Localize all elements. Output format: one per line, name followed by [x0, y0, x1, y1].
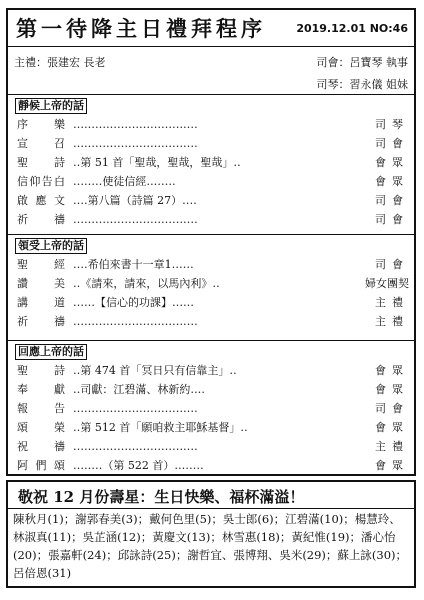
program-role: 序 樂	[17, 118, 65, 131]
program-person: 會眾	[375, 364, 409, 377]
program-role: 聖 經	[17, 258, 65, 271]
program-description: ‥‥‥‥‥‥‥‥‥‥‥‥‥‥‥‥‥	[73, 315, 198, 328]
program-row	[17, 192, 409, 209]
program-row	[17, 211, 409, 228]
preacher-line: 主禮：張建宏 長老	[14, 56, 106, 69]
page-title: 第一待降主日禮拜程序	[16, 16, 266, 41]
program-row	[17, 135, 409, 152]
program-description: ‥《請來，請來，以馬內利》‥	[73, 277, 220, 290]
program-person: 主禮	[375, 296, 409, 309]
program-description: ‥‥‥‥‥‥‥‥‥‥‥‥‥‥‥‥‥	[73, 402, 198, 415]
divider	[8, 508, 414, 509]
program-role: 啟 應 文	[17, 194, 65, 207]
program-row	[17, 457, 409, 474]
section-heading: 靜候上帝的話	[15, 98, 87, 114]
program-person: 會眾	[375, 459, 409, 472]
program-description: ‥‥希伯來書十一章1‥‥‥	[73, 258, 194, 271]
program-row	[17, 313, 409, 330]
birthday-box	[6, 480, 416, 588]
program-role: 阿 們 頌	[17, 459, 65, 472]
program-description: ‥第 51 首「聖哉，聖哉，聖哉」‥	[73, 156, 241, 169]
program-row	[17, 381, 409, 398]
divider	[8, 340, 414, 341]
birthday-title: 敬祝 12 月份壽星：生日快樂、福杯滿溢！	[18, 488, 305, 506]
program-person: 司會	[375, 402, 409, 415]
program-description: ‥‥‥‥（第 522 首）‥‥‥‥	[73, 459, 204, 472]
program-person: 司會	[375, 137, 409, 150]
program-person: 主禮	[375, 315, 409, 328]
program-role: 聖 詩	[17, 364, 65, 377]
section-heading: 回應上帝的話	[15, 344, 87, 360]
program-person: 司會	[375, 258, 409, 271]
program-person: 司會	[375, 194, 409, 207]
program-person: 司會	[375, 213, 409, 226]
program-row	[17, 419, 409, 436]
program-row	[17, 275, 409, 292]
program-role: 奉 獻	[17, 383, 65, 396]
program-role: 宣 召	[17, 137, 65, 150]
program-description: ‥‥‥‥‥‥‥‥‥‥‥‥‥‥‥‥‥	[73, 440, 198, 453]
program-person: 司琴	[375, 118, 409, 131]
program-row	[17, 256, 409, 273]
program-role: 讚 美	[17, 277, 65, 290]
program-role: 信 仰 告 白	[17, 175, 65, 188]
title-bar	[8, 10, 414, 47]
organist-line: 司琴：習永儀 姐妹	[316, 78, 408, 91]
program-description: ‥‥‥‥‥‥‥‥‥‥‥‥‥‥‥‥‥	[73, 213, 198, 226]
divider	[8, 234, 414, 235]
program-description: ‥第 512 首「願咱救主耶穌基督」‥	[73, 421, 248, 434]
program-description: ‥‥‥‥使徒信經‥‥‥‥	[73, 175, 176, 188]
program-person: 會眾	[375, 175, 409, 188]
program-person: 會眾	[375, 421, 409, 434]
program-description: ‥第 474 首「冥日只有信靠主」‥	[73, 364, 237, 377]
program-description: ‥‥‥‥‥‥‥‥‥‥‥‥‥‥‥‥‥	[73, 118, 198, 131]
program-role: 講 道	[17, 296, 65, 309]
program-role: 祈 禱	[17, 315, 65, 328]
date-number: 2019.12.01 NO:46	[296, 22, 408, 35]
birthday-list: 陳秋月(1)；謝郭春美(3)；戴何色里(5)；吳士郎(6)；江碧滿(10)；楊慧玲、林淑真(11)；吳芷涵(12)；黃慶文(13)；林雪惠(18)；黃紀惟(19)；潘心怡(20)；張嘉軒(24)；邱詠詩(25)；謝哲宜、張博翔、吳米(29)；蘇上詠(30)；呂倍恩(31)	[13, 512, 408, 580]
program-role: 報 告	[17, 402, 65, 415]
program-description: ‥司獻：江碧滿、林新約‥‥	[73, 383, 206, 396]
program-role: 祝 禱	[17, 440, 65, 453]
program-row	[17, 116, 409, 133]
program-person: 婦女團契	[365, 277, 409, 290]
section-heading: 領受上帝的話	[15, 238, 87, 254]
program-person: 會眾	[375, 156, 409, 169]
steward-line: 司會：呂寶琴 執事	[316, 56, 408, 69]
program-row	[17, 173, 409, 190]
program-role: 頌 榮	[17, 421, 65, 434]
program-role: 聖 詩	[17, 156, 65, 169]
program-row	[17, 154, 409, 171]
program-row	[17, 362, 409, 379]
program-description: ‥‥第八篇（詩篇 27）‥‥	[73, 194, 197, 207]
program-person: 會眾	[375, 383, 409, 396]
program-person: 主禮	[375, 440, 409, 453]
program-description: ‥‥‥‥‥‥‥‥‥‥‥‥‥‥‥‥‥	[73, 137, 198, 150]
divider	[8, 94, 414, 95]
program-role: 祈 禱	[17, 213, 65, 226]
program-row	[17, 400, 409, 417]
program-row	[17, 294, 409, 311]
program-frame	[6, 8, 416, 476]
program-description: ‥‥‥【信心的功課】‥‥‥	[73, 296, 195, 309]
program-row	[17, 438, 409, 455]
